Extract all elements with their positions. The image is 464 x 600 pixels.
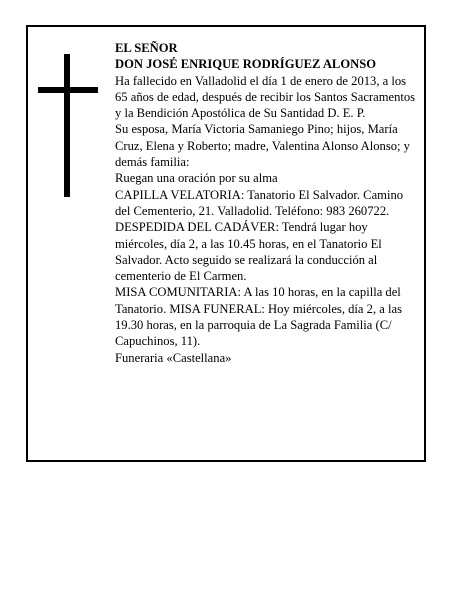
cross-vertical-bar	[64, 54, 70, 197]
family-members: Su esposa, María Victoria Samaniego Pino; hijos, María Cruz, Elena y Roberto; madre, Valentina Alonso Alonso; y demás familia:	[115, 122, 410, 170]
deceased-name: DON JOSÉ ENRIQUE RODRÍGUEZ ALONSO	[115, 57, 377, 72]
prayer-request: Ruegan una oración por su alma	[115, 171, 278, 186]
farewell-info: DESPEDIDA DEL CADÁVER: Tendrá lugar hoy miércoles, día 2, a las 10.45 horas, en el Tanatorio El Salvador. Acto seguido se realizará la conducción al cementerio de El Carmen.	[115, 220, 382, 284]
wake-chapel-info: CAPILLA VELATORIA: Tanatorio El Salvador. Camino del Cementerio, 21. Valladolid. Teléfono: 983 260722.	[115, 187, 404, 218]
obituary-text	[115, 40, 421, 366]
latin-cross-icon	[38, 54, 98, 197]
mass-info: MISA COMUNITARIA: A las 10 horas, en la capilla del Tanatorio. MISA FUNERAL: Hoy miércoles, día 2, a las 19.30 horas, en la parroquia de La Sagrada Familia (C/ Capuchinos, 11).	[115, 285, 402, 349]
death-announcement: Ha fallecido en Valladolid el día 1 de enero de 2013, a los 65 años de edad, después de recibir los Santos Sacramentos y la Bendición Apostólica de Su Santidad D. E. P.	[115, 73, 416, 121]
funeral-home: Funeraria «Castellana»	[115, 350, 232, 365]
heading-title: EL SEÑOR	[115, 41, 178, 55]
cross-horizontal-bar	[38, 87, 98, 93]
